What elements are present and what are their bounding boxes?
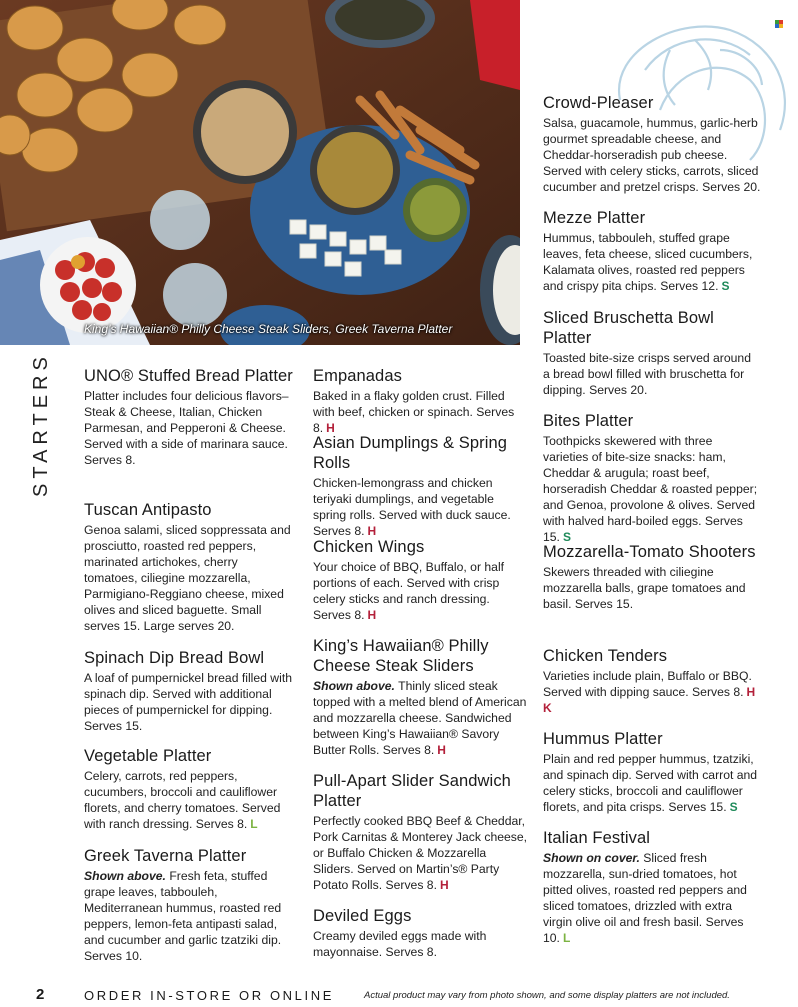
menu-item-crowd-pleaser: [543, 93, 761, 195]
item-description: Creamy deviled eggs made with mayonnaise. Serves 8.: [313, 929, 487, 959]
menu-item-mezze-platter: [543, 208, 761, 294]
heat-tag: H: [326, 421, 335, 435]
item-name: Chicken Tenders: [543, 647, 668, 665]
item-name: Mozzarella-Tomato Shooters: [543, 543, 756, 561]
item-name: Sliced Bruschetta Bowl Platter: [543, 309, 714, 347]
menu-item-mozzarella-tomato: [543, 542, 761, 612]
item-description: Platter includes four delicious flavors– Steak & Cheese, Italian, Chicken Parmesan, and Pepperoni & Cheese. Served with a side of marinara sauce. Serves 8.: [84, 389, 289, 467]
item-name: Chicken Wings: [313, 538, 425, 556]
item-description: Perfectly cooked BBQ Beef & Cheddar, Pork Carnitas & Monterey Jack cheese, or Buffalo Chicken & Mozzarella Sliders. Served on Martin’s® Party Potato Rolls. Serves 8. H: [313, 814, 528, 892]
menu-item-tuscan-antipasto: [84, 500, 294, 634]
menu-item-bruschetta: [543, 308, 761, 398]
menu-item-pull-apart-slider: [313, 771, 528, 893]
item-description: Your choice of BBQ, Buffalo, or half portions of each. Served with crisp celery sticks and ranch dressing. Serves 8. H: [313, 560, 505, 622]
photo-caption: King’s Hawaiian® Philly Cheese Steak Sliders, Greek Taverna Platter: [84, 322, 453, 336]
signature-tag: S: [729, 800, 738, 814]
heat-tag: H: [367, 608, 377, 622]
disclaimer: Actual product may vary from photo shown, and some display platters are not included.: [364, 990, 730, 1001]
heat-tag: H K: [543, 685, 756, 715]
item-name: Greek Taverna Platter: [84, 847, 247, 865]
item-description: Baked in a flaky golden crust. Filled with beef, chicken or spinach. Serves 8. H: [313, 389, 515, 435]
item-description: Varieties include plain, Buffalo or BBQ. Served with dipping sauce. Serves 8. H K: [543, 669, 756, 715]
item-name: King’s Hawaiian® Philly Cheese Steak Sliders: [313, 637, 489, 675]
menu-item-bites-platter: [543, 411, 761, 545]
item-description: Chicken-lemongrass and chicken teriyaki dumplings, and vegetable spring rolls. Served with duck sauce. Serves 8. H: [313, 476, 511, 538]
menu-item-uno-stuffed-bread: [84, 366, 294, 468]
menu-item-deviled-eggs: [313, 906, 528, 960]
item-name: Hummus Platter: [543, 730, 663, 748]
menu-item-chicken-tenders: [543, 646, 761, 716]
light-tag: L: [250, 817, 258, 831]
menu-item-greek-taverna-platter: [84, 846, 294, 964]
item-name: Asian Dumplings & Spring Rolls: [313, 434, 508, 472]
item-name: Tuscan Antipasto: [84, 501, 212, 519]
item-description: Celery, carrots, red peppers, cucumbers, broccoli and cauliflower florets, and cherry tomatoes. Served with ranch dressing. Serves 8. L: [84, 769, 281, 831]
item-description: Toothpicks skewered with three varieties of bite-size snacks: ham, Cheddar & arugula; roast beef, horseradish Cheddar & roasted pepper; and Genoa, provolone & olives. Served with halved hard-boiled eggs. Serves 15. S: [543, 434, 758, 544]
section-label-starters: STARTERS: [30, 352, 52, 497]
heat-tag: H: [367, 524, 377, 538]
item-name: Bites Platter: [543, 412, 634, 430]
shown-note: Shown above.: [313, 679, 395, 693]
page-number: 2: [36, 986, 45, 1003]
item-description: A loaf of pumpernickel bread filled with spinach dip. Served with additional pieces of pumpernickel for dipping. Serves 15.: [84, 671, 292, 733]
menu-item-vegetable-platter: [84, 746, 294, 832]
item-description: Hummus, tabbouleh, stuffed grape leaves, feta cheese, sliced cucumbers, Kalamata olives, roasted red peppers and crispy pita chips. Serves 12. S: [543, 231, 753, 293]
shown-note: Shown on cover.: [543, 851, 640, 865]
menu-item-empanadas: [313, 366, 528, 436]
menu-item-italian-festival: [543, 828, 761, 946]
item-name: Mezze Platter: [543, 209, 646, 227]
item-name: UNO® Stuffed Bread Platter: [84, 367, 293, 385]
brand-dots: [775, 20, 783, 28]
item-description: Shown above. Thinly sliced steak topped with a melted blend of American and mozzarella cheese. Sandwiched between King’s Hawaiian® Savory Butter Rolls. Serves 8. H: [313, 679, 527, 757]
signature-tag: S: [562, 530, 571, 544]
menu-item-spinach-dip-bread-bowl: [84, 648, 294, 734]
heat-tag: H: [437, 743, 446, 757]
item-description: Toasted bite-size crisps served around a bread bowl filled with bruschetta for dipping. Serves 20.: [543, 351, 751, 397]
item-name: Deviled Eggs: [313, 907, 412, 925]
item-description: Skewers threaded with ciliegine mozzarella balls, grape tomatoes and basil. Serves 15.: [543, 565, 746, 611]
shown-note: Shown above.: [84, 869, 166, 883]
food-photo-illustration: [0, 0, 520, 345]
light-tag: L: [562, 931, 571, 945]
menu-item-philly-sliders: [313, 636, 528, 758]
menu-item-chicken-wings: [313, 537, 528, 623]
item-description: Plain and red pepper hummus, tzatziki, and spinach dip. Served with carrot and celery sticks, broccoli and cauliflower florets, and pita crisps. Serves 15. S: [543, 752, 758, 814]
item-description: Salsa, guacamole, hummus, garlic-herb gourmet spreadable cheese, and Cheddar-horseradish pub cheese. Served with celery sticks, carrots, sliced cucumber and pretzel crisps. Serves 20.: [543, 116, 761, 194]
item-name: Spinach Dip Bread Bowl: [84, 649, 265, 667]
item-description: Genoa salami, sliced soppressata and prosciutto, roasted red peppers, marinated artichokes, cherry tomatoes, ciliegine mozzarella, Parmigiano-Reggiano cheese, mixed olives and sliced baguette. Small serves 15. Large serves 20.: [84, 523, 291, 633]
item-name: Crowd-Pleaser: [543, 94, 654, 112]
item-name: Pull-Apart Slider Sandwich Platter: [313, 772, 511, 810]
menu-item-asian-dumplings: [313, 433, 528, 539]
order-banner: ORDER IN-STORE OR ONLINE: [84, 988, 334, 1003]
hero-photo: [0, 0, 520, 345]
signature-tag: S: [721, 279, 730, 293]
item-name: Italian Festival: [543, 829, 651, 847]
item-name: Vegetable Platter: [84, 747, 212, 765]
menu-item-hummus-platter: [543, 729, 761, 815]
item-name: Empanadas: [313, 367, 402, 385]
item-description: Shown above. Fresh feta, stuffed grape leaves, tabbouleh, Mediterranean hummus, roasted red peppers, lemon-feta antipasti salad, and cucumber and garlic tzatziki dip. Serves 10.: [84, 869, 282, 963]
heat-tag: H: [439, 878, 449, 892]
item-description: Shown on cover. Sliced fresh mozzarella, sun-dried tomatoes, hot pitted olives, roasted red peppers and sliced tomatoes, drizzled with extra virgin olive oil and fresh basil. Serves 10. L: [543, 851, 747, 945]
